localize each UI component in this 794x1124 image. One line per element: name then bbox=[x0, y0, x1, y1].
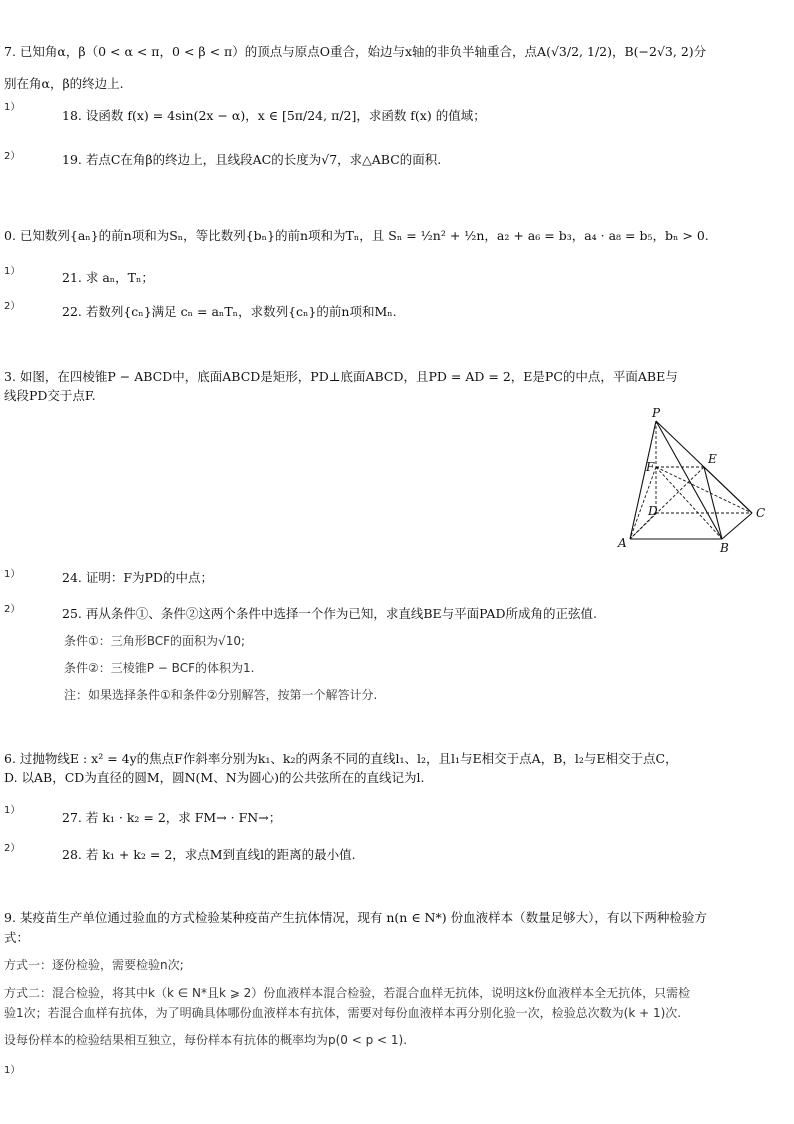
q21-marker: 1） bbox=[4, 266, 21, 277]
problem-20-line1: 0. 已知数列{aₙ}的前n项和为Sₙ，等比数列{bₙ}的前n项和为Tₙ，且 Sₙ = ½n² + ½n，a₂ + a₆ = b₃，a₄ · a₈ = b₅，bₙ > 0. bbox=[4, 228, 709, 243]
question-24: 24. 证明：F为PD的中点； bbox=[62, 570, 213, 585]
q28-marker: 2） bbox=[4, 843, 21, 854]
q27-marker: 1） bbox=[4, 805, 21, 816]
label-c: C bbox=[756, 506, 766, 520]
problem-23-line1: 3. 如图，在四棱锥P − ABCD中，底面ABCD是矩形，PD⊥底面ABCD，且PD = AD = 2，E是PC的中点，平面ABE与 bbox=[4, 369, 678, 384]
question-21: 21. 求 aₙ，Tₙ； bbox=[62, 270, 154, 285]
q30-marker: 1） bbox=[4, 1065, 21, 1076]
assumption: 设每份样本的检验结果相互独立，每份样本有抗体的概率均为p(0 < p < 1). bbox=[4, 1033, 408, 1047]
problem-17-line2: 别在角α，β的终边上. bbox=[4, 76, 124, 91]
method-2-line2: 验1次；若混合血样有抗体，为了明确具体哪份血液样本有抗体，需要对每份血液样本再分别化验一次，检验总次数为(k + 1)次. bbox=[4, 1006, 682, 1020]
condition-1: 条件①：三角形BCF的面积为√10; bbox=[64, 634, 246, 648]
label-b: B bbox=[720, 541, 729, 555]
problem-26-line1: 6. 过抛物线E : x² = 4y的焦点F作斜率分别为k₁、k₂的两条不同的直线l₁、l₂，且l₁与E相交于点A，B，l₂与E相交于点C， bbox=[4, 751, 678, 766]
method-1: 方式一：逐份检验，需要检验n次; bbox=[4, 958, 184, 972]
problem-23-line2: 线段PD交于点F. bbox=[4, 388, 96, 403]
label-p: P bbox=[652, 406, 661, 420]
label-a: A bbox=[618, 536, 627, 550]
grading-note: 注：如果选择条件①和条件②分别解答，按第一个解答计分. bbox=[64, 688, 378, 702]
question-22: 22. 若数列{cₙ}满足 cₙ = aₙTₙ，求数列{cₙ}的前n项和Mₙ. bbox=[62, 304, 397, 319]
question-28: 28. 若 k₁ + k₂ = 2，求点M到直线l的距离的最小值. bbox=[62, 847, 356, 862]
problem-26-line2: D. 以AB，CD为直径的圆M，圆N(M、N为圆心)的公共弦所在的直线记为l. bbox=[4, 770, 425, 785]
q19-marker: 2） bbox=[4, 151, 21, 162]
q24-marker: 1） bbox=[4, 569, 21, 580]
pyramid-figure bbox=[612, 405, 772, 555]
question-27: 27. 若 k₁ · k₂ = 2，求 FM→ · FN→； bbox=[62, 810, 282, 825]
q22-marker: 2） bbox=[4, 301, 21, 312]
question-18: 18. 设函数 f(x) = 4sin(2x − α)，x ∈ [5π/24, π/2]，求函数 f(x) 的值域； bbox=[62, 108, 486, 123]
question-25: 25. 再从条件①、条件②这两个条件中选择一个作为已知，求直线BE与平面PAD所成角的正弦值. bbox=[62, 606, 597, 621]
q25-marker: 2） bbox=[4, 604, 21, 615]
problem-29-line2: 式： bbox=[4, 930, 30, 945]
label-d: D bbox=[648, 504, 658, 518]
condition-2: 条件②：三棱锥P − BCF的体积为1. bbox=[64, 661, 255, 675]
q18-marker: 1） bbox=[4, 102, 21, 113]
question-19: 19. 若点C在角β的终边上，且线段AC的长度为√7，求△ABC的面积. bbox=[62, 152, 442, 167]
problem-17-line1: 7. 已知角α，β（0 < α < π，0 < β < π）的顶点与原点O重合，始边与x轴的非负半轴重合，点A(√3/2, 1/2)，B(−2√3, 2)分 bbox=[4, 44, 707, 59]
method-2-line1: 方式二：混合检验，将其中k（k ∈ N*且k ⩾ 2）份血液样本混合检验，若混合血样无抗体，说明这k份血液样本全无抗体，只需检 bbox=[4, 986, 691, 1000]
problem-29-line1: 9. 某疫苗生产单位通过验血的方式检验某种疫苗产生抗体情况，现有 n(n ∈ N*) 份血液样本（数量足够大），有以下两种检验方 bbox=[4, 910, 707, 925]
label-e: E bbox=[708, 452, 717, 466]
label-f: F bbox=[646, 460, 655, 474]
